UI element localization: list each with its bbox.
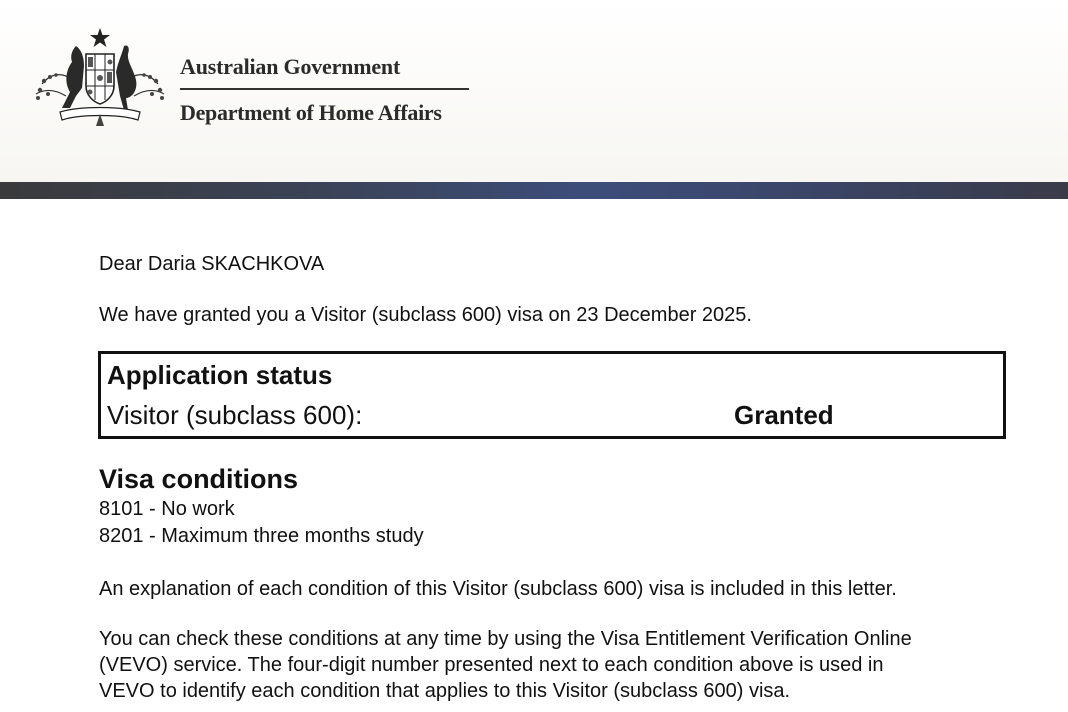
application-status-box bbox=[98, 351, 1006, 439]
government-title: Australian Government bbox=[180, 54, 401, 79]
vevo-paragraph-line: VEVO to identify each condition that applies to this Visitor (subclass 600) visa. bbox=[99, 680, 791, 702]
conditions-heading: Visa conditions bbox=[99, 464, 299, 494]
status-label: Visitor (subclass 600): bbox=[107, 400, 363, 430]
vevo-paragraph-line: You can check these conditions at any time by using the Visa Entitlement Verification Online bbox=[99, 628, 912, 650]
grant-sentence: We have granted you a Visitor (subclass 600) visa on 23 December 2025. bbox=[99, 304, 752, 326]
vevo-paragraph-line: (VEVO) service. The four-digit number presented next to each condition above is used in bbox=[99, 654, 884, 676]
status-heading: Application status bbox=[107, 360, 333, 390]
divider bbox=[180, 88, 469, 90]
coat-of-arms-icon bbox=[30, 26, 170, 130]
department-title: Department of Home Affairs bbox=[180, 100, 442, 125]
header-band bbox=[0, 182, 1068, 199]
condition-item: 8201 - Maximum three months study bbox=[99, 525, 424, 547]
condition-item: 8101 - No work bbox=[99, 498, 235, 520]
explanation-paragraph: An explanation of each condition of this Visitor (subclass 600) visa is included in this letter. bbox=[99, 578, 897, 600]
letterhead bbox=[0, 0, 1068, 182]
status-value: Granted bbox=[734, 400, 834, 430]
greeting: Dear Daria SKACHKOVA bbox=[99, 253, 325, 275]
